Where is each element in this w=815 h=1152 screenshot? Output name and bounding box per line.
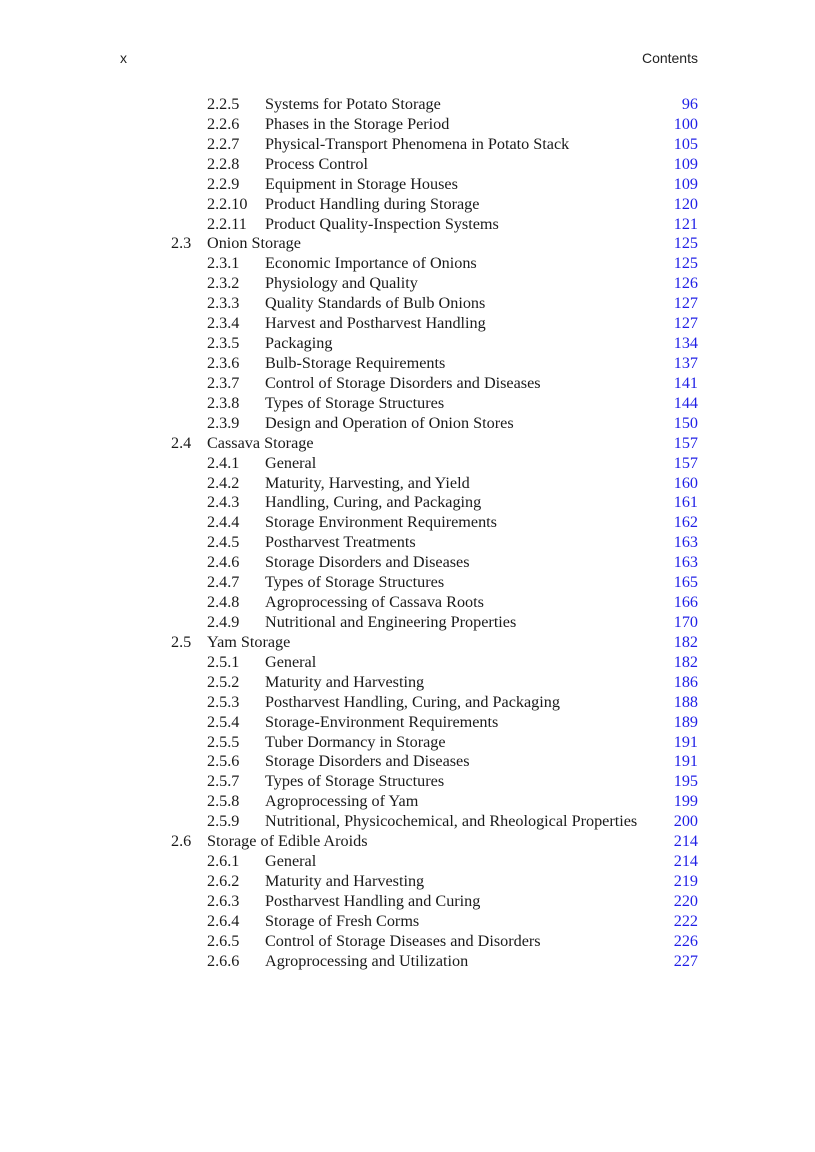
toc-subsection-entry	[0, 195, 815, 215]
toc-subsection-entry	[0, 653, 815, 673]
entry-page-link[interactable]: 214	[673, 852, 698, 871]
entry-title: Quality Standards of Bulb Onions	[265, 294, 486, 313]
entry-title: Control of Storage Diseases and Disorders	[265, 931, 541, 950]
entry-title: Storage of Edible Aroids	[207, 832, 368, 851]
entry-page-link[interactable]: 163	[673, 533, 698, 552]
toc-subsection-entry	[0, 334, 815, 354]
entry-number: 2.4.2	[207, 473, 240, 492]
entry-page-link[interactable]: 109	[673, 174, 698, 193]
entry-number: 2.2.7	[207, 134, 240, 153]
toc-subsection-entry	[0, 613, 815, 633]
entry-page-link[interactable]: 125	[673, 234, 698, 253]
entry-page-link[interactable]: 188	[673, 692, 698, 711]
entry-page-link[interactable]: 109	[673, 154, 698, 173]
entry-title: Product Quality-Inspection Systems	[265, 214, 499, 233]
entry-number: 2.5.2	[207, 672, 240, 691]
entry-number: 2.6.2	[207, 871, 240, 890]
entry-number: 2.4.8	[207, 593, 240, 612]
entry-title: General	[265, 453, 317, 472]
entry-number: 2.5.4	[207, 712, 240, 731]
entry-number: 2.3.2	[207, 274, 240, 293]
entry-number: 2.5.8	[207, 792, 240, 811]
running-title: Contents	[641, 50, 698, 66]
entry-title: Types of Storage Structures	[265, 393, 445, 412]
toc-subsection-entry	[0, 573, 815, 593]
entry-title: Tuber Dormancy in Storage	[265, 732, 446, 751]
entry-number: 2.2.8	[207, 154, 240, 173]
entry-number: 2.4.4	[207, 513, 240, 532]
toc-subsection-entry	[0, 155, 815, 175]
entry-title: Types of Storage Structures	[265, 772, 445, 791]
entry-page-link[interactable]: 127	[673, 294, 698, 313]
entry-number: 2.4.5	[207, 533, 240, 552]
entry-title: Storage of Fresh Corms	[265, 911, 420, 930]
entry-number: 2.2.11	[207, 214, 247, 233]
entry-number: 2.5.7	[207, 772, 240, 791]
entry-number: 2.4.1	[207, 453, 240, 472]
entry-page-link[interactable]: 144	[673, 393, 698, 412]
toc-subsection-entry	[0, 474, 815, 494]
entry-number: 2.6.1	[207, 852, 240, 871]
entry-title: Types of Storage Structures	[265, 573, 445, 592]
entry-page-link[interactable]: 137	[673, 353, 698, 372]
entry-title: Design and Operation of Onion Stores	[265, 413, 514, 432]
entry-number: 2.3.6	[207, 353, 240, 372]
entry-title: Maturity and Harvesting	[265, 672, 425, 691]
toc-subsection-entry	[0, 115, 815, 135]
entry-page-link[interactable]: 125	[673, 254, 698, 273]
entry-title: Economic Importance of Onions	[265, 254, 477, 273]
entry-number: 2.4	[171, 433, 192, 452]
entry-title: Cassava Storage	[207, 433, 314, 452]
entry-page-link[interactable]: 220	[673, 891, 698, 910]
toc-subsection-entry	[0, 733, 815, 753]
entry-title: Bulb-Storage Requirements	[265, 353, 446, 372]
entry-page-link[interactable]: 219	[673, 871, 698, 890]
entry-page-link[interactable]: 141	[673, 373, 698, 392]
entry-page-link[interactable]: 195	[673, 772, 698, 791]
entry-title: Control of Storage Disorders and Diseases	[265, 373, 541, 392]
toc-subsection-entry	[0, 713, 815, 733]
entry-number: 2.5	[171, 632, 192, 651]
entry-number: 2.2.10	[207, 194, 248, 213]
entry-page-link[interactable]: 170	[673, 612, 698, 631]
entry-page-link[interactable]: 200	[673, 812, 698, 831]
entry-number: 2.2.5	[207, 95, 240, 113]
entry-title: Storage Disorders and Diseases	[265, 752, 470, 771]
entry-number: 2.3	[171, 234, 192, 253]
toc-subsection-entry	[0, 852, 815, 872]
entry-number: 2.3.4	[207, 314, 240, 333]
entry-title: Storage-Environment Requirements	[265, 712, 499, 731]
entry-title: Agroprocessing and Utilization	[265, 951, 469, 970]
entry-title: Nutritional and Engineering Properties	[265, 612, 517, 631]
toc-subsection-entry	[0, 772, 815, 792]
entry-page-link[interactable]: 163	[673, 553, 698, 572]
entry-page-link[interactable]: 150	[673, 413, 698, 432]
entry-page-link[interactable]: 105	[673, 134, 698, 153]
entry-title: Phases in the Storage Period	[265, 114, 450, 133]
entry-number: 2.6	[171, 832, 192, 851]
toc-subsection-entry	[0, 254, 815, 274]
toc-section-entry	[0, 234, 815, 254]
toc-subsection-entry	[0, 932, 815, 952]
entry-page-link[interactable]: 166	[673, 593, 698, 612]
toc-subsection-entry	[0, 593, 815, 613]
entry-title: Postharvest Treatments	[265, 533, 416, 552]
entry-title: Yam Storage	[207, 632, 291, 651]
toc-subsection-entry	[0, 673, 815, 693]
entry-number: 2.6.5	[207, 931, 240, 950]
toc-section-entry	[0, 832, 815, 852]
entry-number: 2.5.5	[207, 732, 240, 751]
entry-page-link[interactable]: 127	[673, 314, 698, 333]
toc-subsection-entry	[0, 892, 815, 912]
entry-page-link[interactable]: 189	[673, 712, 698, 731]
entry-title: Agroprocessing of Cassava Roots	[265, 593, 484, 612]
entry-title: Harvest and Postharvest Handling	[265, 314, 486, 333]
toc-subsection-entry	[0, 912, 815, 932]
entry-number: 2.3.5	[207, 334, 240, 353]
entry-number: 2.4.7	[207, 573, 240, 592]
entry-number: 2.5.6	[207, 752, 240, 771]
toc-subsection-entry	[0, 533, 815, 553]
entry-page-link[interactable]: 134	[673, 334, 698, 353]
entry-title: Postharvest Handling and Curing	[265, 891, 481, 910]
entry-title: Maturity and Harvesting	[265, 871, 425, 890]
toc-section-entry	[0, 434, 815, 454]
toc-subsection-entry	[0, 274, 815, 294]
toc-subsection-entry	[0, 693, 815, 713]
entry-title: Postharvest Handling, Curing, and Packaging	[265, 692, 560, 711]
toc-subsection-entry	[0, 294, 815, 314]
toc-subsection-entry	[0, 872, 815, 892]
entry-page-link[interactable]: 162	[673, 513, 698, 532]
entry-page-link[interactable]: 121	[673, 214, 698, 233]
entry-title: Nutritional, Physicochemical, and Rheological Properties	[265, 812, 638, 831]
table-of-contents	[0, 95, 815, 972]
toc-subsection-entry	[0, 493, 815, 513]
entry-number: 2.2.9	[207, 174, 240, 193]
entry-title: General	[265, 852, 317, 871]
entry-number: 2.4.9	[207, 612, 240, 631]
entry-number: 2.3.8	[207, 393, 240, 412]
entry-title: Product Handling during Storage	[265, 194, 480, 213]
entry-page-link[interactable]: 96	[681, 95, 698, 113]
entry-number: 2.3.1	[207, 254, 240, 273]
toc-subsection-entry	[0, 952, 815, 972]
toc-section-entry	[0, 633, 815, 653]
entry-number: 2.6.6	[207, 951, 240, 970]
entry-title: Storage Disorders and Diseases	[265, 553, 470, 572]
toc-subsection-entry	[0, 513, 815, 533]
toc-subsection-entry	[0, 454, 815, 474]
entry-page-link[interactable]: 222	[673, 911, 698, 930]
toc-subsection-entry	[0, 135, 815, 155]
entry-page-link[interactable]: 126	[673, 274, 698, 293]
entry-page-link[interactable]: 227	[673, 951, 698, 970]
toc-subsection-entry	[0, 95, 815, 115]
entry-title: Process Control	[265, 154, 368, 173]
entry-page-link[interactable]: 120	[673, 194, 698, 213]
entry-number: 2.3.3	[207, 294, 240, 313]
toc-subsection-entry	[0, 374, 815, 394]
entry-title: Systems for Potato Storage	[265, 95, 441, 113]
toc-subsection-entry	[0, 553, 815, 573]
entry-title: Storage Environment Requirements	[265, 513, 497, 532]
entry-page-link[interactable]: 191	[673, 732, 698, 751]
entry-number: 2.5.3	[207, 692, 240, 711]
entry-page-link[interactable]: 191	[673, 752, 698, 771]
entry-number: 2.4.6	[207, 553, 240, 572]
entry-title: General	[265, 652, 317, 671]
entry-page-link[interactable]: 226	[673, 931, 698, 950]
entry-number: 2.3.7	[207, 373, 240, 392]
entry-page-link[interactable]: 214	[673, 832, 698, 851]
toc-subsection-entry	[0, 354, 815, 374]
entry-title: Physiology and Quality	[265, 274, 418, 293]
entry-number: 2.6.3	[207, 891, 240, 910]
entry-page-link[interactable]: 186	[673, 672, 698, 691]
toc-subsection-entry	[0, 792, 815, 812]
toc-subsection-entry	[0, 394, 815, 414]
entry-number: 2.5.1	[207, 652, 240, 671]
entry-number: 2.5.9	[207, 812, 240, 831]
entry-page-link[interactable]: 157	[673, 433, 698, 452]
toc-subsection-entry	[0, 414, 815, 434]
entry-page-link[interactable]: 100	[673, 114, 698, 133]
entry-title: Agroprocessing of Yam	[265, 792, 419, 811]
entry-title: Onion Storage	[207, 234, 301, 253]
page-number: x	[120, 50, 127, 66]
entry-page-link[interactable]: 182	[673, 632, 698, 651]
entry-page-link[interactable]: 199	[673, 792, 698, 811]
toc-subsection-entry	[0, 175, 815, 195]
entry-title: Maturity, Harvesting, and Yield	[265, 473, 470, 492]
toc-subsection-entry	[0, 812, 815, 832]
entry-title: Handling, Curing, and Packaging	[265, 493, 482, 512]
entry-title: Equipment in Storage Houses	[265, 174, 458, 193]
entry-title: Packaging	[265, 334, 333, 353]
toc-subsection-entry	[0, 314, 815, 334]
entry-number: 2.2.6	[207, 114, 240, 133]
entry-page-link[interactable]: 165	[673, 573, 698, 592]
entry-page-link[interactable]: 160	[673, 473, 698, 492]
toc-subsection-entry	[0, 215, 815, 235]
entry-page-link[interactable]: 182	[673, 652, 698, 671]
entry-number: 2.4.3	[207, 493, 240, 512]
entry-number: 2.3.9	[207, 413, 240, 432]
entry-page-link[interactable]: 157	[673, 453, 698, 472]
entry-number: 2.6.4	[207, 911, 240, 930]
entry-page-link[interactable]: 161	[673, 493, 698, 512]
toc-subsection-entry	[0, 752, 815, 772]
entry-title: Physical-Transport Phenomena in Potato Stack	[265, 134, 570, 153]
